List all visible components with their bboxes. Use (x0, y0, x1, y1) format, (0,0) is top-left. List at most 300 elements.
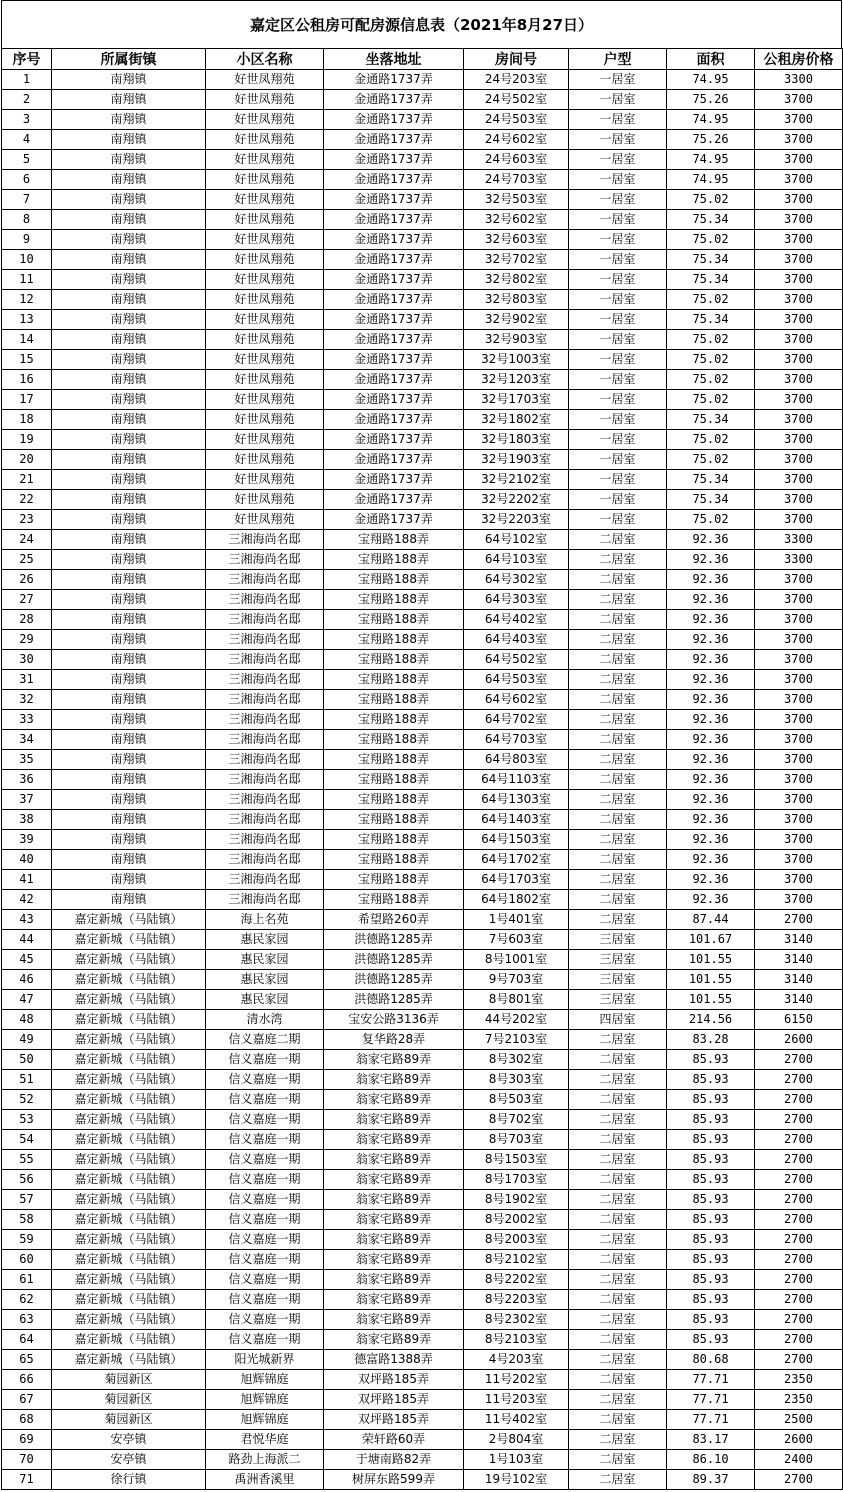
table-row (2, 890, 843, 910)
table-row (2, 530, 843, 550)
cell-area: 85.93 (667, 1150, 755, 1170)
cell-community: 惠民家园 (206, 990, 324, 1010)
cell-index: 63 (2, 1310, 52, 1330)
cell-layout: 三居室 (569, 970, 667, 990)
cell-town: 南翔镇 (52, 850, 206, 870)
spreadsheet (1, 0, 842, 1490)
cell-area: 214.56 (667, 1010, 755, 1030)
cell-area: 85.93 (667, 1310, 755, 1330)
cell-area: 75.02 (667, 290, 755, 310)
cell-room: 11号402室 (464, 1410, 569, 1430)
cell-town: 嘉定新城（马陆镇） (52, 1230, 206, 1250)
cell-community: 三湘海尚名邸 (206, 850, 324, 870)
cell-community: 好世凤翔苑 (206, 370, 324, 390)
cell-price: 2700 (755, 1170, 843, 1190)
cell-address: 金通路1737弄 (324, 350, 464, 370)
table-row (2, 1430, 843, 1450)
cell-layout: 二居室 (569, 550, 667, 570)
cell-room: 8号703室 (464, 1130, 569, 1150)
cell-index: 68 (2, 1410, 52, 1430)
cell-town: 嘉定新城（马陆镇） (52, 1330, 206, 1350)
cell-index: 51 (2, 1070, 52, 1090)
cell-index: 58 (2, 1210, 52, 1230)
cell-room: 64号102室 (464, 530, 569, 550)
cell-community: 好世凤翔苑 (206, 70, 324, 90)
cell-town: 南翔镇 (52, 590, 206, 610)
cell-address: 金通路1737弄 (324, 230, 464, 250)
cell-town: 南翔镇 (52, 810, 206, 830)
cell-area: 83.28 (667, 1030, 755, 1050)
cell-layout: 二居室 (569, 1390, 667, 1410)
cell-town: 嘉定新城（马陆镇） (52, 930, 206, 950)
cell-layout: 二居室 (569, 610, 667, 630)
table-row (2, 1150, 843, 1170)
cell-community: 信义嘉庭一期 (206, 1250, 324, 1270)
cell-address: 翁家宅路89弄 (324, 1070, 464, 1090)
cell-community: 君悦华庭 (206, 1430, 324, 1450)
table-row (2, 1030, 843, 1050)
table-row (2, 1170, 843, 1190)
cell-town: 南翔镇 (52, 670, 206, 690)
cell-area: 85.93 (667, 1050, 755, 1070)
cell-address: 金通路1737弄 (324, 110, 464, 130)
cell-address: 金通路1737弄 (324, 390, 464, 410)
cell-area: 77.71 (667, 1410, 755, 1430)
cell-community: 好世凤翔苑 (206, 310, 324, 330)
cell-price: 3700 (755, 670, 843, 690)
cell-layout: 二居室 (569, 670, 667, 690)
table-title: 嘉定区公租房可配房源信息表（2021年8月27日） (1, 0, 842, 48)
cell-index: 36 (2, 770, 52, 790)
cell-price: 3700 (755, 170, 843, 190)
cell-town: 嘉定新城（马陆镇） (52, 1030, 206, 1050)
cell-area: 87.44 (667, 910, 755, 930)
cell-address: 金通路1737弄 (324, 370, 464, 390)
cell-area: 92.36 (667, 730, 755, 750)
cell-index: 29 (2, 630, 52, 650)
cell-room: 64号403室 (464, 630, 569, 650)
cell-room: 1号401室 (464, 910, 569, 930)
cell-town: 南翔镇 (52, 490, 206, 510)
cell-town: 嘉定新城（马陆镇） (52, 1350, 206, 1370)
cell-index: 19 (2, 430, 52, 450)
cell-address: 翁家宅路89弄 (324, 1210, 464, 1230)
cell-town: 南翔镇 (52, 270, 206, 290)
cell-address: 宝翔路188弄 (324, 850, 464, 870)
cell-address: 洪德路1285弄 (324, 970, 464, 990)
cell-area: 75.34 (667, 490, 755, 510)
cell-area: 74.95 (667, 110, 755, 130)
cell-price: 3700 (755, 710, 843, 730)
cell-area: 85.93 (667, 1090, 755, 1110)
cell-area: 92.36 (667, 750, 755, 770)
table-row (2, 710, 843, 730)
cell-price: 2700 (755, 1210, 843, 1230)
cell-community: 好世凤翔苑 (206, 230, 324, 250)
cell-layout: 二居室 (569, 1210, 667, 1230)
cell-index: 71 (2, 1470, 52, 1490)
cell-layout: 一居室 (569, 210, 667, 230)
table-row (2, 90, 843, 110)
cell-index: 61 (2, 1270, 52, 1290)
table-row (2, 130, 843, 150)
cell-room: 64号1503室 (464, 830, 569, 850)
cell-area: 85.93 (667, 1170, 755, 1190)
cell-index: 49 (2, 1030, 52, 1050)
cell-area: 92.36 (667, 830, 755, 850)
cell-area: 92.36 (667, 690, 755, 710)
cell-room: 64号1702室 (464, 850, 569, 870)
cell-address: 金通路1737弄 (324, 170, 464, 190)
cell-area: 75.02 (667, 510, 755, 530)
table-row (2, 1450, 843, 1470)
cell-price: 2350 (755, 1390, 843, 1410)
table-row (2, 930, 843, 950)
cell-area: 92.36 (667, 890, 755, 910)
cell-room: 64号602室 (464, 690, 569, 710)
cell-community: 好世凤翔苑 (206, 430, 324, 450)
table-row (2, 110, 843, 130)
cell-room: 32号503室 (464, 190, 569, 210)
cell-area: 75.02 (667, 430, 755, 450)
cell-layout: 二居室 (569, 1110, 667, 1130)
cell-area: 92.36 (667, 770, 755, 790)
cell-price: 3140 (755, 990, 843, 1010)
cell-community: 信义嘉庭一期 (206, 1130, 324, 1150)
cell-room: 32号602室 (464, 210, 569, 230)
table-row (2, 870, 843, 890)
cell-room: 32号1703室 (464, 390, 569, 410)
cell-room: 32号1203室 (464, 370, 569, 390)
cell-town: 嘉定新城（马陆镇） (52, 1110, 206, 1130)
cell-room: 64号703室 (464, 730, 569, 750)
cell-community: 三湘海尚名邸 (206, 870, 324, 890)
table-row (2, 510, 843, 530)
cell-price: 3700 (755, 650, 843, 670)
cell-room: 32号2202室 (464, 490, 569, 510)
cell-layout: 一居室 (569, 430, 667, 450)
cell-town: 南翔镇 (52, 770, 206, 790)
cell-index: 11 (2, 270, 52, 290)
cell-price: 3300 (755, 70, 843, 90)
cell-town: 嘉定新城（马陆镇） (52, 1210, 206, 1230)
cell-layout: 三居室 (569, 990, 667, 1010)
table-row (2, 1070, 843, 1090)
cell-town: 南翔镇 (52, 390, 206, 410)
cell-town: 南翔镇 (52, 290, 206, 310)
table-row (2, 850, 843, 870)
cell-index: 41 (2, 870, 52, 890)
cell-address: 翁家宅路89弄 (324, 1250, 464, 1270)
cell-community: 好世凤翔苑 (206, 410, 324, 430)
cell-town: 南翔镇 (52, 750, 206, 770)
cell-area: 77.71 (667, 1370, 755, 1390)
cell-price: 3700 (755, 850, 843, 870)
cell-price: 2700 (755, 1110, 843, 1130)
cell-area: 92.36 (667, 610, 755, 630)
cell-town: 南翔镇 (52, 630, 206, 650)
cell-area: 85.93 (667, 1070, 755, 1090)
table-row (2, 790, 843, 810)
cell-town: 南翔镇 (52, 510, 206, 530)
cell-area: 75.02 (667, 350, 755, 370)
cell-area: 75.02 (667, 450, 755, 470)
cell-index: 30 (2, 650, 52, 670)
cell-layout: 二居室 (569, 570, 667, 590)
cell-town: 南翔镇 (52, 330, 206, 350)
table-row (2, 430, 843, 450)
cell-layout: 一居室 (569, 70, 667, 90)
cell-address: 翁家宅路89弄 (324, 1150, 464, 1170)
cell-address: 金通路1737弄 (324, 250, 464, 270)
cell-address: 金通路1737弄 (324, 510, 464, 530)
cell-layout: 二居室 (569, 1190, 667, 1210)
cell-area: 92.36 (667, 570, 755, 590)
cell-layout: 二居室 (569, 910, 667, 930)
cell-index: 64 (2, 1330, 52, 1350)
cell-community: 三湘海尚名邸 (206, 530, 324, 550)
cell-town: 嘉定新城（马陆镇） (52, 1310, 206, 1330)
cell-layout: 一居室 (569, 190, 667, 210)
table-row (2, 1110, 843, 1130)
cell-index: 1 (2, 70, 52, 90)
cell-layout: 二居室 (569, 650, 667, 670)
cell-room: 64号103室 (464, 550, 569, 570)
cell-area: 75.02 (667, 370, 755, 390)
cell-area: 92.36 (667, 710, 755, 730)
cell-layout: 二居室 (569, 1310, 667, 1330)
cell-address: 翁家宅路89弄 (324, 1130, 464, 1150)
cell-price: 2400 (755, 1450, 843, 1470)
cell-area: 75.34 (667, 410, 755, 430)
cell-layout: 二居室 (569, 790, 667, 810)
cell-price: 3700 (755, 770, 843, 790)
cell-address: 荣轩路60弄 (324, 1430, 464, 1450)
cell-layout: 二居室 (569, 1450, 667, 1470)
cell-community: 信义嘉庭一期 (206, 1150, 324, 1170)
cell-area: 101.67 (667, 930, 755, 950)
table-row (2, 1190, 843, 1210)
cell-town: 南翔镇 (52, 550, 206, 570)
cell-community: 好世凤翔苑 (206, 470, 324, 490)
cell-index: 28 (2, 610, 52, 630)
cell-community: 惠民家园 (206, 970, 324, 990)
cell-layout: 二居室 (569, 750, 667, 770)
cell-town: 南翔镇 (52, 370, 206, 390)
cell-room: 32号1803室 (464, 430, 569, 450)
cell-index: 55 (2, 1150, 52, 1170)
cell-community: 三湘海尚名邸 (206, 590, 324, 610)
table-row (2, 570, 843, 590)
cell-index: 18 (2, 410, 52, 430)
cell-index: 32 (2, 690, 52, 710)
cell-area: 75.02 (667, 390, 755, 410)
table-row (2, 990, 843, 1010)
cell-index: 42 (2, 890, 52, 910)
cell-layout: 一居室 (569, 130, 667, 150)
cell-area: 92.36 (667, 650, 755, 670)
header-index: 序号 (2, 49, 52, 70)
cell-price: 2700 (755, 1150, 843, 1170)
cell-area: 85.93 (667, 1230, 755, 1250)
cell-room: 7号603室 (464, 930, 569, 950)
cell-address: 宝翔路188弄 (324, 530, 464, 550)
cell-community: 三湘海尚名邸 (206, 790, 324, 810)
cell-layout: 一居室 (569, 310, 667, 330)
cell-index: 22 (2, 490, 52, 510)
housing-table (1, 48, 843, 1490)
cell-community: 三湘海尚名邸 (206, 550, 324, 570)
cell-community: 信义嘉庭一期 (206, 1070, 324, 1090)
cell-price: 2600 (755, 1030, 843, 1050)
cell-area: 75.34 (667, 210, 755, 230)
cell-address: 双坪路185弄 (324, 1370, 464, 1390)
cell-address: 金通路1737弄 (324, 270, 464, 290)
table-row (2, 970, 843, 990)
cell-layout: 二居室 (569, 1130, 667, 1150)
cell-index: 50 (2, 1050, 52, 1070)
cell-index: 44 (2, 930, 52, 950)
cell-index: 16 (2, 370, 52, 390)
cell-price: 3140 (755, 930, 843, 950)
cell-room: 64号1403室 (464, 810, 569, 830)
cell-town: 南翔镇 (52, 430, 206, 450)
cell-town: 嘉定新城（马陆镇） (52, 950, 206, 970)
cell-price: 3700 (755, 510, 843, 530)
cell-community: 好世凤翔苑 (206, 330, 324, 350)
cell-price: 3140 (755, 970, 843, 990)
table-row (2, 910, 843, 930)
cell-room: 44号202室 (464, 1010, 569, 1030)
header-community: 小区名称 (206, 49, 324, 70)
cell-room: 8号2302室 (464, 1310, 569, 1330)
cell-address: 翁家宅路89弄 (324, 1330, 464, 1350)
cell-index: 59 (2, 1230, 52, 1250)
cell-layout: 一居室 (569, 450, 667, 470)
cell-index: 33 (2, 710, 52, 730)
cell-index: 52 (2, 1090, 52, 1110)
cell-room: 11号203室 (464, 1390, 569, 1410)
cell-room: 64号702室 (464, 710, 569, 730)
cell-community: 好世凤翔苑 (206, 250, 324, 270)
cell-community: 好世凤翔苑 (206, 210, 324, 230)
cell-community: 好世凤翔苑 (206, 350, 324, 370)
cell-layout: 一居室 (569, 110, 667, 130)
cell-layout: 二居室 (569, 1090, 667, 1110)
cell-index: 6 (2, 170, 52, 190)
cell-room: 8号2103室 (464, 1330, 569, 1350)
cell-index: 39 (2, 830, 52, 850)
cell-layout: 二居室 (569, 1470, 667, 1490)
cell-address: 金通路1737弄 (324, 470, 464, 490)
cell-price: 2700 (755, 1290, 843, 1310)
table-row (2, 830, 843, 850)
cell-layout: 二居室 (569, 630, 667, 650)
cell-area: 75.02 (667, 230, 755, 250)
cell-area: 85.93 (667, 1210, 755, 1230)
cell-price: 3700 (755, 290, 843, 310)
table-row (2, 350, 843, 370)
cell-address: 宝翔路188弄 (324, 650, 464, 670)
cell-price: 2700 (755, 1350, 843, 1370)
header-town: 所属街镇 (52, 49, 206, 70)
cell-price: 3700 (755, 450, 843, 470)
cell-area: 75.26 (667, 90, 755, 110)
cell-room: 32号2102室 (464, 470, 569, 490)
table-row (2, 770, 843, 790)
cell-town: 嘉定新城（马陆镇） (52, 1270, 206, 1290)
cell-community: 海上名苑 (206, 910, 324, 930)
cell-town: 南翔镇 (52, 830, 206, 850)
cell-layout: 一居室 (569, 330, 667, 350)
cell-community: 好世凤翔苑 (206, 510, 324, 530)
cell-room: 2号804室 (464, 1430, 569, 1450)
cell-address: 洪德路1285弄 (324, 990, 464, 1010)
cell-index: 48 (2, 1010, 52, 1030)
table-row (2, 270, 843, 290)
cell-address: 金通路1737弄 (324, 90, 464, 110)
cell-layout: 一居室 (569, 370, 667, 390)
cell-layout: 一居室 (569, 170, 667, 190)
cell-index: 7 (2, 190, 52, 210)
cell-address: 复华路28弄 (324, 1030, 464, 1050)
cell-layout: 二居室 (569, 830, 667, 850)
cell-town: 南翔镇 (52, 470, 206, 490)
cell-room: 8号2203室 (464, 1290, 569, 1310)
cell-address: 金通路1737弄 (324, 430, 464, 450)
cell-price: 3700 (755, 610, 843, 630)
table-row (2, 1350, 843, 1370)
cell-area: 92.36 (667, 810, 755, 830)
table-row (2, 250, 843, 270)
cell-area: 83.17 (667, 1430, 755, 1450)
cell-address: 宝翔路188弄 (324, 670, 464, 690)
cell-price: 3700 (755, 570, 843, 590)
cell-price: 3700 (755, 350, 843, 370)
cell-index: 65 (2, 1350, 52, 1370)
cell-room: 24号502室 (464, 90, 569, 110)
cell-layout: 一居室 (569, 410, 667, 430)
cell-price: 3700 (755, 810, 843, 830)
cell-town: 南翔镇 (52, 790, 206, 810)
cell-community: 信义嘉庭一期 (206, 1290, 324, 1310)
cell-area: 74.95 (667, 150, 755, 170)
cell-address: 金通路1737弄 (324, 450, 464, 470)
cell-town: 南翔镇 (52, 350, 206, 370)
table-row (2, 1130, 843, 1150)
cell-index: 38 (2, 810, 52, 830)
cell-town: 南翔镇 (52, 310, 206, 330)
cell-price: 3700 (755, 370, 843, 390)
cell-room: 8号1902室 (464, 1190, 569, 1210)
table-row (2, 750, 843, 770)
table-row (2, 690, 843, 710)
cell-town: 嘉定新城（马陆镇） (52, 1190, 206, 1210)
cell-index: 43 (2, 910, 52, 930)
cell-price: 2500 (755, 1410, 843, 1430)
cell-address: 宝翔路188弄 (324, 550, 464, 570)
cell-address: 宝翔路188弄 (324, 570, 464, 590)
cell-index: 69 (2, 1430, 52, 1450)
cell-area: 101.55 (667, 990, 755, 1010)
cell-area: 85.93 (667, 1270, 755, 1290)
cell-layout: 二居室 (569, 1430, 667, 1450)
cell-town: 南翔镇 (52, 650, 206, 670)
cell-address: 金通路1737弄 (324, 130, 464, 150)
cell-town: 嘉定新城（马陆镇） (52, 1090, 206, 1110)
cell-price: 3700 (755, 890, 843, 910)
cell-town: 南翔镇 (52, 570, 206, 590)
